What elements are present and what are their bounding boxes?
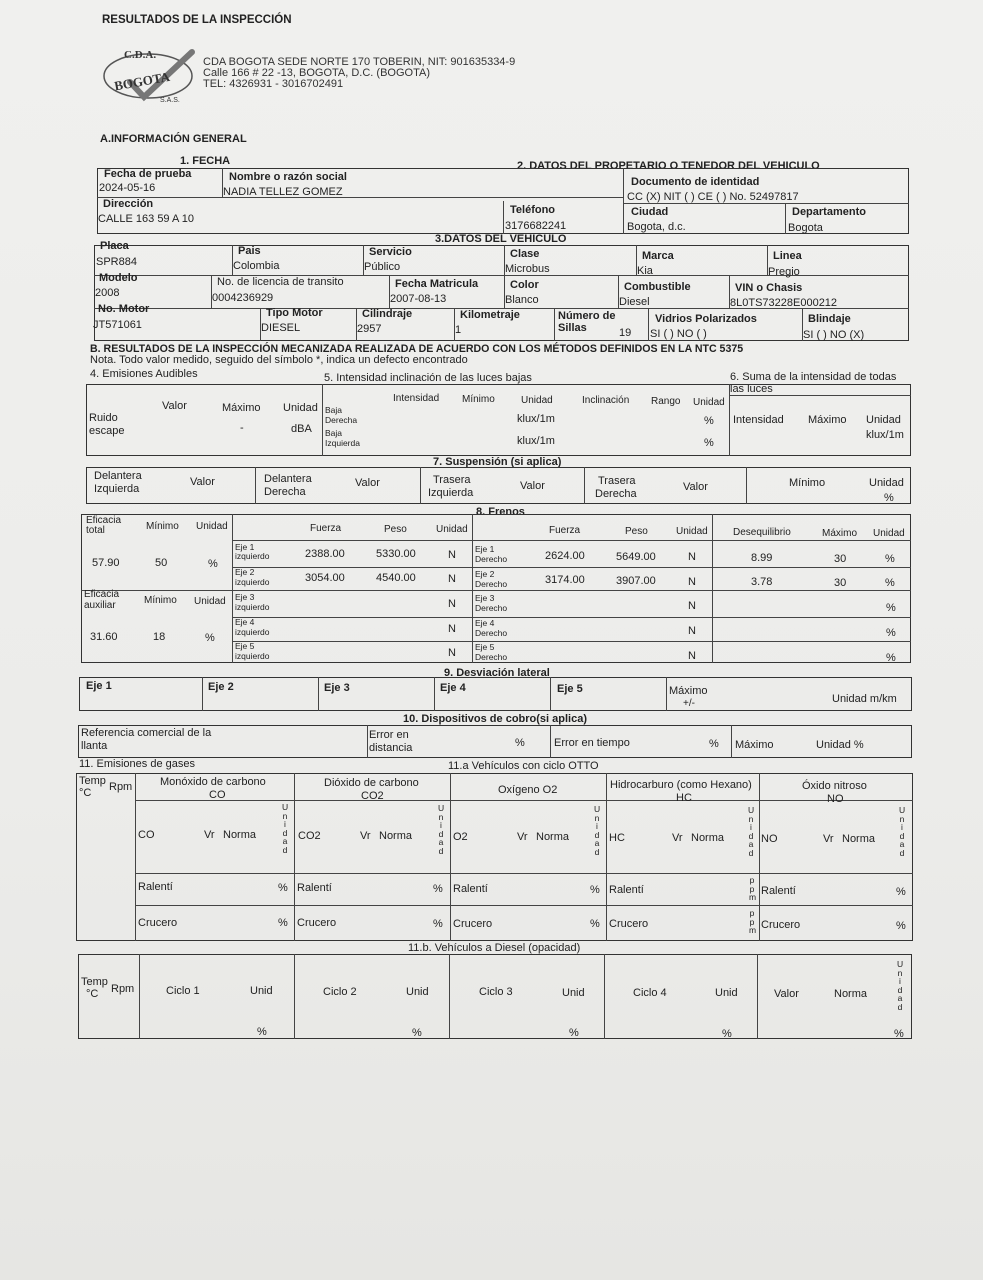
ciudad-label: Ciudad <box>631 206 669 218</box>
baja-izquierda-label-2: Izquierda <box>325 438 360 448</box>
hc-title-2: HC <box>676 792 692 804</box>
no-crucero: Crucero <box>761 919 801 931</box>
o2-crucero: Crucero <box>453 918 493 930</box>
motor-label: No. Motor <box>98 303 150 315</box>
hc-ppm-ralenti: ppm <box>749 875 757 903</box>
unit-right: N <box>688 551 696 563</box>
desviacion-eje-4: Eje 4 <box>440 682 466 694</box>
clase-label: Clase <box>510 248 540 260</box>
desequilibrio-max: 30 <box>834 553 847 565</box>
escape-label: escape <box>89 425 125 437</box>
klux-izquierda: klux/1m <box>517 435 555 447</box>
no-label: NO <box>761 833 778 845</box>
audibles-valor-label: Valor <box>162 400 187 412</box>
desviacion-eje-3: Eje 3 <box>324 682 350 694</box>
luces-inclinacion-label: Inclinación <box>582 395 630 406</box>
vin-label: VIN o Chasis <box>735 282 803 294</box>
combustible-value: Diesel <box>619 296 650 308</box>
licencia-label: No. de licencia de transito <box>217 276 344 288</box>
lado-label-right: Derecho <box>475 652 508 662</box>
eficacia-aux-minimo: 18 <box>153 631 166 643</box>
frenos-unidad-label: Unidad <box>196 521 228 532</box>
report-title: RESULTADOS DE LA INSPECCIÓN <box>102 14 292 26</box>
matricula-value: 2007-08-13 <box>390 293 447 305</box>
eje-label-left: Eje 2 <box>235 567 255 577</box>
co-crucero-pct: % <box>278 917 288 929</box>
eficacia-total-label-1: Eficacia <box>86 515 122 526</box>
blindaje-label: Blindaje <box>808 313 851 325</box>
section-a-title: A.INFORMACIÓN GENERAL <box>100 133 247 145</box>
otto-rpm: Rpm <box>109 781 133 793</box>
desequilibrio-value: 3.78 <box>751 576 773 588</box>
placa-value: SPR884 <box>96 256 137 268</box>
tipo-motor-label: Tipo Motor <box>266 307 323 319</box>
section-b-note: Nota. Todo valor medido, seguido del símbolo *, indica un defecto encontrado <box>90 354 468 366</box>
blindaje-value: SI ( ) NO (X) <box>803 329 865 341</box>
diesel-pct-3: % <box>569 1027 579 1039</box>
susp-tra-der-2: Derecha <box>595 488 637 500</box>
desviacion-eje-5: Eje 5 <box>557 683 583 695</box>
diesel-pct-5: % <box>894 1028 904 1040</box>
combustible-label: Combustible <box>624 281 691 293</box>
susp-tra-der-1: Trasera <box>598 475 636 487</box>
documento-value: CC (X) NIT ( ) CE ( ) No. 52497817 <box>627 191 799 203</box>
desequilibrio-pct: % <box>886 602 896 614</box>
co-ralenti-pct: % <box>278 882 288 894</box>
unit-right: N <box>688 625 696 637</box>
luces-minimo-label: Mínimo <box>462 394 495 405</box>
dba-unit: dBA <box>291 423 312 435</box>
susp-del-der-2: Derecha <box>264 486 306 498</box>
cobro-error-tiempo: Error en tiempo <box>554 737 630 749</box>
no-ralenti-pct: % <box>896 886 906 898</box>
desequilibrio-value: 8.99 <box>751 552 773 564</box>
susp-minimo: Mínimo <box>789 477 826 489</box>
sillas-value: 19 <box>619 327 632 339</box>
o2-crucero-pct: % <box>590 918 600 930</box>
sillas-label-2: Sillas <box>558 322 587 334</box>
o2-vr: Vr <box>517 831 528 843</box>
eficacia-aux-pct: % <box>205 632 215 644</box>
desviacion-mas-menos: +/- <box>683 698 695 709</box>
desviacion-title: 9. Desviación lateral <box>444 667 550 679</box>
cobro-error-distancia-2: distancia <box>369 742 413 754</box>
lado-label-right: Derecho <box>475 628 508 638</box>
eje-label-right: Eje 1 <box>475 544 495 554</box>
kilometraje-label: Kilometraje <box>460 309 520 321</box>
baja-derecha-label-1: Baja <box>325 405 343 415</box>
suma-maximo-label: Máximo <box>808 414 847 426</box>
linea-label: Linea <box>773 250 802 262</box>
eficacia-aux-value: 31.60 <box>90 631 118 643</box>
luces-unidad-label: Unidad <box>521 395 553 406</box>
cobro-ref-2: llanta <box>81 740 108 752</box>
diesel-deg-c: °C <box>86 988 99 1000</box>
unit-right: N <box>688 600 696 612</box>
section-b-title: B. RESULTADOS DE LA INSPECCIÓN MECANIZADA REALIZADA DE ACUERDO CON LOS MÉTODOS DEFINIDOS EN LA NTC 5375 <box>90 343 744 355</box>
peso-left: 4540.00 <box>376 572 416 584</box>
desequilibrio-unidad-label: Unidad <box>873 528 905 539</box>
hc-norma: Norma <box>691 832 725 844</box>
diesel-unidad-vertical: Unidad <box>897 959 904 1012</box>
diesel-unid-4: Unid <box>715 987 738 999</box>
o2-title: Oxígeno O2 <box>498 784 558 796</box>
nombre-value: NADIA TELLEZ GOMEZ <box>223 186 343 198</box>
fuerza-label-left: Fuerza <box>310 523 342 534</box>
diesel-pct-2: % <box>412 1027 422 1039</box>
co2-label: CO2 <box>298 830 321 842</box>
vehicle-title: 3.DATOS DEL VEHICULO <box>435 233 567 245</box>
diesel-rpm: Rpm <box>111 983 135 995</box>
svg-text:C.D.A.: C.D.A. <box>124 49 157 61</box>
eficacia-aux-label-2: auxiliar <box>84 600 116 611</box>
fuerza-right: 2624.00 <box>545 550 585 562</box>
diesel-temp: Temp <box>81 976 108 988</box>
frenos-title: 8. Frenos <box>476 506 525 518</box>
diesel-unid-1: Unid <box>250 985 273 997</box>
luces-title: 5. Intensidad inclinación de las luces bajas <box>324 372 532 384</box>
diesel-ciclo-1: Ciclo 1 <box>166 985 200 997</box>
company-line-2: Calle 166 # 22 -13, BOGOTA, D.C. (BOGOTA) <box>203 67 430 79</box>
hc-label: HC <box>609 832 625 844</box>
vidrios-label: Vidrios Polarizados <box>655 313 757 325</box>
clase-value: Microbus <box>505 263 550 275</box>
diesel-ciclo-4: Ciclo 4 <box>633 987 667 999</box>
klux-derecha: klux/1m <box>517 413 555 425</box>
co-vr: Vr <box>204 829 215 841</box>
desequilibrio-pct: % <box>886 627 896 639</box>
direccion-label: Dirección <box>103 198 154 210</box>
eje-label-right: Eje 3 <box>475 593 495 603</box>
placa-label: Placa <box>100 240 129 252</box>
audibles-maximo-label: Máximo <box>222 402 261 414</box>
co2-unidad-vertical: Unidad <box>438 803 445 856</box>
no-ralenti: Ralentí <box>761 885 796 897</box>
unit-right: N <box>688 576 696 588</box>
hc-crucero: Crucero <box>609 918 649 930</box>
diesel-norma: Norma <box>834 988 868 1000</box>
documento-label: Documento de identidad <box>631 176 760 188</box>
hc-ralenti: Ralentí <box>609 884 644 896</box>
hc-title-1: Hidrocarburo (como Hexano) <box>610 779 752 791</box>
o2-unidad-vertical: Unidad <box>594 804 601 857</box>
lado-label-right: Derecho <box>475 603 508 613</box>
linea-value: Pregio <box>768 266 800 278</box>
suma-klux: klux/1m <box>866 429 904 441</box>
departamento-value: Bogota <box>788 222 823 234</box>
sillas-label-1: Número de <box>558 310 616 322</box>
company-line-1: CDA BOGOTA SEDE NORTE 170 TOBERIN, NIT: 901635334-9 <box>203 56 516 68</box>
lado-label-right: Derecho <box>475 579 508 589</box>
eficacia-total-minimo: 50 <box>155 557 168 569</box>
cilindraje-label: Cilindraje <box>362 308 413 320</box>
no-title-2: NO <box>827 793 844 805</box>
telefono-value: 3176682241 <box>505 220 567 232</box>
desequilibrio-max: 30 <box>834 577 847 589</box>
direccion-value: CALLE 163 59 A 10 <box>98 213 195 225</box>
pct-izquierda: % <box>704 437 714 449</box>
co-label: CO <box>138 829 155 841</box>
hc-vr: Vr <box>672 832 683 844</box>
lado-label-left: izquierdo <box>235 602 270 612</box>
cda-bogota-logo <box>100 42 200 104</box>
modelo-label: Modelo <box>99 272 138 284</box>
licencia-value: 0004236929 <box>212 292 274 304</box>
unit-left: N <box>448 573 456 585</box>
co-ralenti: Ralentí <box>138 881 173 893</box>
fecha-title: 1. FECHA <box>180 155 231 167</box>
susp-tra-izq-1: Trasera <box>433 474 471 486</box>
pais-value: Colombia <box>233 260 280 272</box>
susp-valor-4: Valor <box>683 481 708 493</box>
desequilibrio-label: Desequilibrio <box>733 527 791 538</box>
co2-crucero: Crucero <box>297 917 337 929</box>
no-unidad-vertical: Unidad <box>899 805 906 858</box>
fuerza-right: 3174.00 <box>545 574 585 586</box>
diesel-unid-2: Unid <box>406 986 429 998</box>
unit-left: N <box>448 647 456 659</box>
diesel-title: 11.b. Vehículos a Diesel (opacidad) <box>408 942 581 954</box>
fecha-prueba-label: Fecha de prueba <box>104 168 192 180</box>
diesel-valor: Valor <box>774 988 799 1000</box>
vin-value: 8L0TS73228E000212 <box>730 297 838 309</box>
eje-label-left: Eje 5 <box>235 641 255 651</box>
frenos-minimo-label: Mínimo <box>146 521 179 532</box>
emisiones-audibles-title: 4. Emisiones Audibles <box>90 368 198 380</box>
co-unidad-vertical: Unidad <box>282 802 289 855</box>
desviacion-maximo: Máximo <box>669 685 708 697</box>
o2-label: O2 <box>453 831 468 843</box>
suma-unidad-label: Unidad <box>866 414 901 426</box>
suma-luces-title-1: 6. Suma de la intensidad de todas <box>730 371 897 383</box>
susp-unidad: Unidad <box>869 477 904 489</box>
unit-left: N <box>448 598 456 610</box>
luces-intensidad-label: Intensidad <box>393 393 440 404</box>
unit-right: N <box>688 650 696 662</box>
cobro-pct-2: % <box>709 738 719 750</box>
co-norma: Norma <box>223 829 257 841</box>
lado-label-left: izquierdo <box>235 627 270 637</box>
lado-label-left: izquierdo <box>235 651 270 661</box>
cobro-maximo: Máximo <box>735 739 774 751</box>
cobro-unidad: Unidad % <box>816 739 864 751</box>
audibles-dash: - <box>240 422 244 434</box>
otto-box <box>76 773 913 941</box>
unidad-label-right: Unidad <box>676 526 708 537</box>
no-norma: Norma <box>842 833 876 845</box>
diesel-pct-4: % <box>722 1028 732 1040</box>
color-label: Color <box>510 279 539 291</box>
susp-valor-2: Valor <box>355 477 380 489</box>
susp-del-izq-1: Delantera <box>94 470 142 482</box>
eje-label-right: Eje 2 <box>475 569 495 579</box>
cobro-pct-1: % <box>515 737 525 749</box>
otto-temp: Temp <box>79 775 106 787</box>
lado-label-left: izquierdo <box>235 577 270 587</box>
desequilibrio-pct: % <box>885 577 895 589</box>
vidrios-value: SI ( ) NO ( ) <box>650 328 707 340</box>
no-crucero-pct: % <box>896 920 906 932</box>
gases-title: 11. Emisiones de gases <box>79 758 195 770</box>
pct-derecha: % <box>704 415 714 427</box>
co2-ralenti-pct: % <box>433 883 443 895</box>
departamento-label: Departamento <box>792 206 866 218</box>
servicio-label: Servicio <box>369 246 412 258</box>
luces-rango-label: Rango <box>651 396 681 407</box>
peso-label-right: Peso <box>625 526 648 537</box>
no-title-1: Óxido nitroso <box>802 780 867 792</box>
unit-left: N <box>448 549 456 561</box>
luces-unidad2-label: Unidad <box>693 397 725 408</box>
frenos-maximo-label: Máximo <box>822 528 858 539</box>
svg-text:BOGOTA: BOGOTA <box>113 68 171 94</box>
desviacion-eje-2: Eje 2 <box>208 681 234 693</box>
co-crucero: Crucero <box>138 917 178 929</box>
cobro-title: 10. Dispositivos de cobro(si aplica) <box>403 713 587 725</box>
lado-label-right: Derecho <box>475 554 508 564</box>
eje-label-left: Eje 4 <box>235 617 255 627</box>
tipo-motor-value: DIESEL <box>261 322 301 334</box>
co2-vr: Vr <box>360 830 371 842</box>
co-title-1: Monóxido de carbono <box>160 776 266 788</box>
otto-title: 11.a Vehículos con ciclo OTTO <box>448 760 599 772</box>
fuerza-label-right: Fuerza <box>549 525 581 536</box>
peso-left: 5330.00 <box>376 548 416 560</box>
color-value: Blanco <box>505 294 539 306</box>
eje-label-right: Eje 5 <box>475 642 495 652</box>
o2-ralenti: Ralentí <box>453 883 488 895</box>
owner-title: 2. DATOS DEL PROPETARIO O TENEDOR DEL VEHICULO <box>517 160 820 172</box>
diesel-pct-1: % <box>257 1026 267 1038</box>
nombre-label: Nombre o razón social <box>229 171 347 183</box>
desviacion-box <box>79 677 912 711</box>
audibles-unidad-label: Unidad <box>283 402 318 414</box>
lado-label-left: izquierdo <box>235 551 270 561</box>
cobro-error-distancia-1: Error en <box>369 729 409 741</box>
susp-pct: % <box>884 492 894 504</box>
marca-label: Marca <box>642 250 674 262</box>
eficacia-total-value: 57.90 <box>92 557 120 569</box>
desviacion-unidad: Unidad m/km <box>832 693 897 705</box>
hc-ppm-crucero: ppm <box>749 908 757 936</box>
co2-crucero-pct: % <box>433 918 443 930</box>
marca-value: Kia <box>637 265 653 277</box>
kilometraje-value: 1 <box>455 324 462 336</box>
no-vr: Vr <box>823 833 834 845</box>
hc-unidad-vertical: Unidad <box>748 805 755 858</box>
frenos-unidad-label-b: Unidad <box>194 596 226 607</box>
ciudad-value: Bogota, d.c. <box>627 221 686 233</box>
eficacia-aux-label-1: Eficacia <box>84 589 120 600</box>
desequilibrio-pct: % <box>886 652 896 664</box>
fuerza-left: 2388.00 <box>305 548 345 560</box>
susp-del-izq-2: Izquierda <box>94 483 140 495</box>
eje-label-left: Eje 3 <box>235 592 255 602</box>
susp-del-der-1: Delantera <box>264 473 312 485</box>
svg-text:S.A.S.: S.A.S. <box>160 97 180 104</box>
co-title-2: CO <box>209 789 226 801</box>
ruido-label: Ruido <box>89 412 118 424</box>
o2-norma: Norma <box>536 831 570 843</box>
co2-title-2: CO2 <box>361 790 384 802</box>
diesel-ciclo-2: Ciclo 2 <box>323 986 357 998</box>
fuerza-left: 3054.00 <box>305 572 345 584</box>
modelo-value: 2008 <box>95 287 120 299</box>
susp-tra-izq-2: Izquierda <box>428 487 474 499</box>
peso-label-left: Peso <box>384 524 407 535</box>
unit-left: N <box>448 623 456 635</box>
suspension-title: 7. Suspensión (si aplica) <box>433 456 562 468</box>
pais-label: Pais <box>238 245 261 257</box>
servicio-value: Público <box>364 261 401 273</box>
eficacia-total-label-2: total <box>86 525 105 536</box>
suma-intensidad-label: Intensidad <box>733 414 784 426</box>
susp-valor-1: Valor <box>190 476 215 488</box>
company-line-3: TEL: 4326931 - 3016702491 <box>203 78 344 90</box>
desequilibrio-pct: % <box>885 553 895 565</box>
baja-derecha-label-2: Derecha <box>325 415 358 425</box>
motor-value: JT571061 <box>93 319 142 331</box>
baja-izquierda-label-1: Baja <box>325 428 343 438</box>
eje-label-left: Eje 1 <box>235 542 255 552</box>
co2-norma: Norma <box>379 830 413 842</box>
fecha-prueba-value: 2024-05-16 <box>99 182 156 194</box>
co2-title-1: Dióxido de carbono <box>324 777 419 789</box>
o2-ralenti-pct: % <box>590 884 600 896</box>
eficacia-total-pct: % <box>208 558 218 570</box>
matricula-label: Fecha Matricula <box>395 278 479 290</box>
eje-label-right: Eje 4 <box>475 618 495 628</box>
desviacion-eje-1: Eje 1 <box>86 680 112 692</box>
diesel-unid-3: Unid <box>562 987 585 999</box>
peso-right: 3907.00 <box>616 575 656 587</box>
unidad-label-left: Unidad <box>436 524 468 535</box>
frenos-minimo-label-b: Mínimo <box>144 595 177 606</box>
cilindraje-value: 2957 <box>357 323 382 335</box>
diesel-ciclo-3: Ciclo 3 <box>479 986 513 998</box>
suma-luces-title-2: las luces <box>730 383 773 395</box>
cobro-ref-1: Referencia comercial de la <box>81 727 212 739</box>
otto-deg-c: °C <box>79 787 92 799</box>
telefono-label: Teléfono <box>510 204 556 216</box>
susp-valor-3: Valor <box>520 480 545 492</box>
co2-ralenti: Ralentí <box>297 882 332 894</box>
peso-right: 5649.00 <box>616 551 656 563</box>
